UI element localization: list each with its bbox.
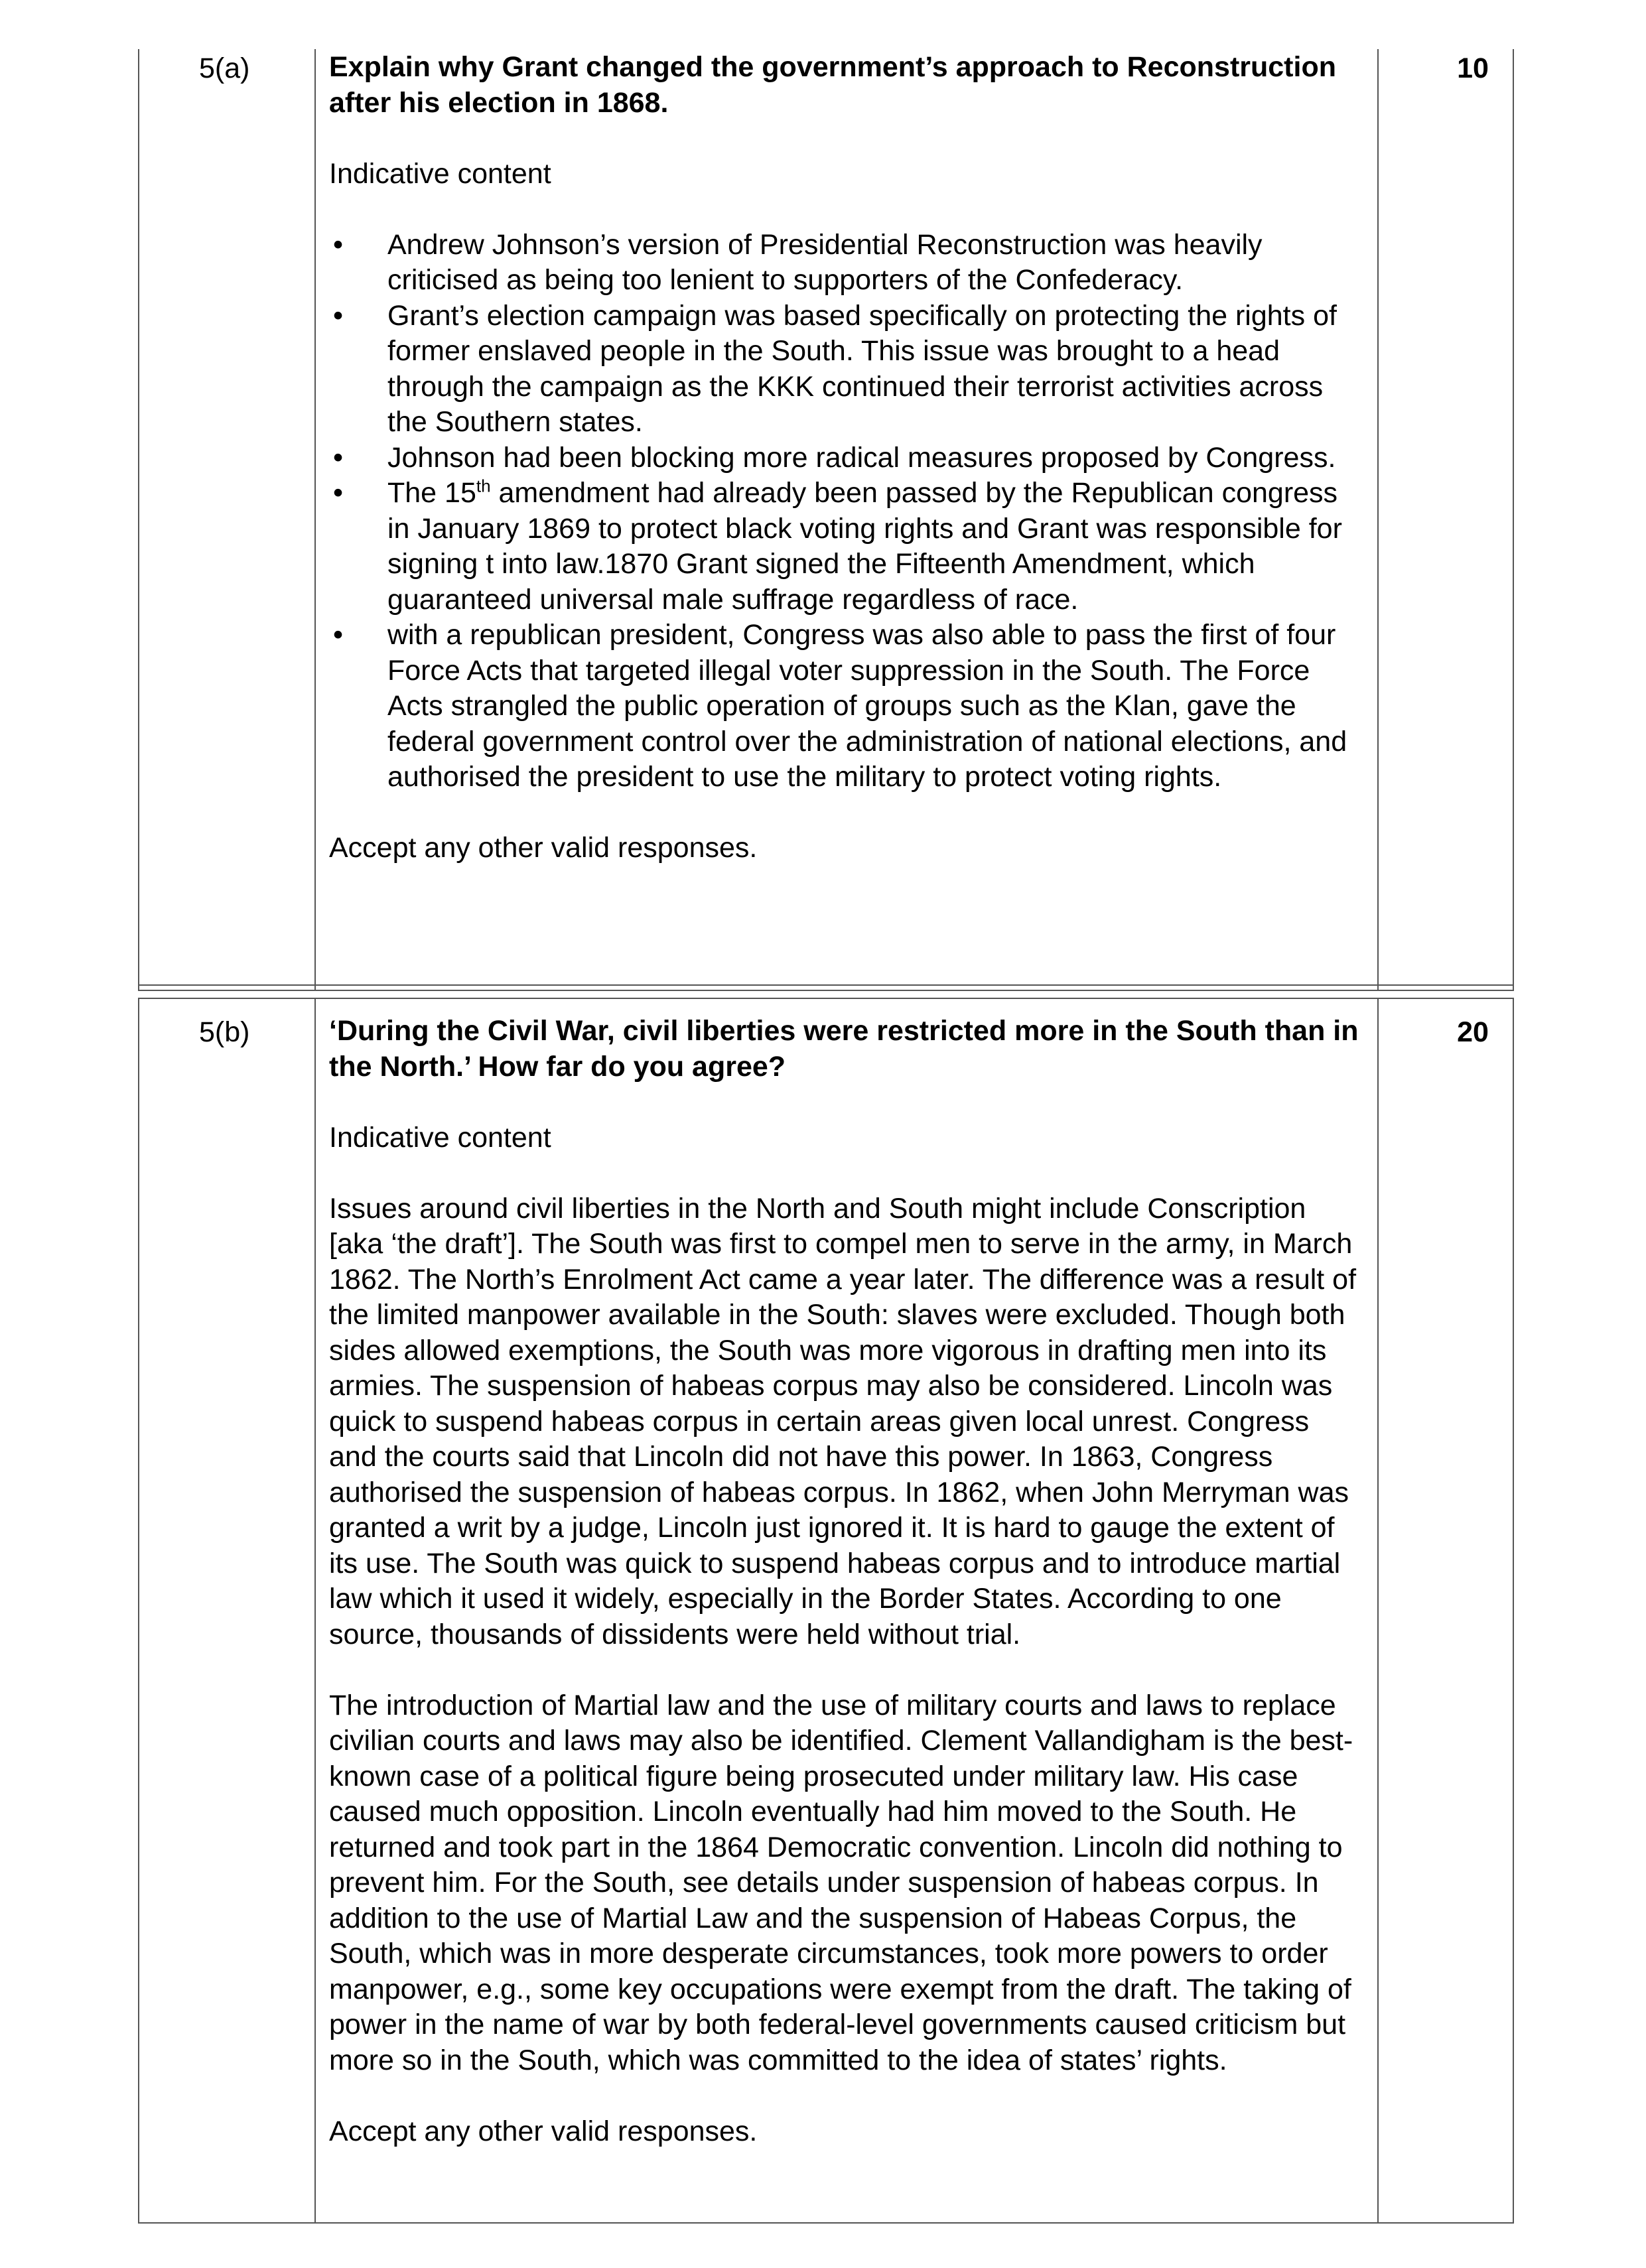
column-divider-number	[314, 49, 316, 990]
marks-5b: 20	[1457, 1016, 1489, 1048]
question-text-5a: Explain why Grant changed the government’s approach to Reconstruction after his election in 1868.	[329, 51, 1336, 119]
bullet-icon: •	[333, 299, 344, 332]
list-item: • Johnson had been blocking more radical measures proposed by Congress.	[329, 440, 1364, 476]
list-item: • The 15th amendment had already been passed by the Republican congress in January 1869 to protect black voting rights and Grant was responsible for signing t into law.1870 Grant signed the Fifteenth Amendment, which guaranteed universal male suffrage regardless of race.	[333, 476, 1342, 616]
closing-note-5a: Accept any other valid responses.	[329, 832, 758, 864]
bullet-icon: •	[333, 477, 344, 509]
indicative-heading-5a: Indicative content	[329, 157, 551, 190]
question-text-5b: ‘During the Civil War, civil liberties were restricted more in the South than in the North.’ How far do you agree?	[329, 1015, 1359, 1083]
question-number-5b: 5(b)	[199, 1016, 250, 1048]
paragraph-conscription-habeas: Issues around civil liberties in the North and South might include Conscription [aka ‘the draft’]. The South was first to compel men to serve in the army, in March 1862. The North’s Enrolment Act came a year later. The difference was a result of the limited manpower available in the South: slaves were excluded. Though both sides allowed exemptions, the South was more vigorous in drafting men into its armies. The suspension of habeas corpus may also be considered. Lincoln was quick to suspend habeas corpus in certain areas given local unrest. Congress and the courts said that Lincoln did not have this power. In 1863, Congress authorised the suspension of habeas corpus. In 1862, when John Merryman was granted a writ by a judge, Lincoln just ignored it. It is hard to gauge the extent of its use. The South was quick to suspend habeas corpus and to introduce martial law which it used it widely, especially in the Border States. According to one source, thousands of dissidents were held without trial.	[329, 1192, 1357, 1650]
column-divider-marks	[1377, 999, 1379, 2222]
closing-note-5b: Accept any other valid responses.	[329, 2115, 758, 2147]
bullet-list-5a	[329, 228, 1364, 795]
bullet-icon: •	[333, 619, 344, 651]
list-item: • with a republican president, Congress was also able to pass the first of four Force Acts that targeted illegal voter suppression in the South. The Force Acts strangled the public operation of groups such as the Klan, gave the federal government control over the administration of national elections, and authorised the president to use the military to protect voting rights.	[333, 619, 1347, 793]
list-item: • Andrew Johnson’s version of Presidential Reconstruction was heavily criticised as being too lenient to supporters of the Confederacy.	[333, 228, 1263, 296]
bullet-icon: •	[333, 228, 344, 261]
column-divider-number	[314, 999, 316, 2222]
question-number-5a: 5(a)	[199, 52, 250, 84]
column-divider-marks	[1377, 49, 1379, 990]
paragraph-martial-law: The introduction of Martial law and the use of military courts and laws to replace civilian courts and laws may also be identified. Clement Vallandigham is the best-known case of a political figure being prosecuted under military law. His case caused much opposition. Lincoln eventually had him moved to the South. He returned and took part in the 1864 Democratic convention. Lincoln did nothing to prevent him. For the South, see details under suspension of habeas corpus. In addition to the use of Martial Law and the suspension of Habeas Corpus, the South, which was in more desperate circumstances, took more powers to order manpower, e.g., some key occupations were exempt from the draft. The taking of power in the name of war by both federal-level governments caused criticism but more so in the South, which was committed to the idea of states’ rights.	[329, 1689, 1353, 2076]
list-item: • Grant’s election campaign was based specifically on protecting the rights of former enslaved people in the South. This issue was brought to a head through the campaign as the KKK continued their terrorist activities across the Southern states.	[333, 299, 1337, 438]
row-separator-top	[138, 984, 1514, 986]
answer-content-5b	[329, 1014, 1364, 2149]
bullet-icon: •	[333, 441, 344, 474]
marks-5a: 10	[1457, 52, 1489, 84]
indicative-heading-5b: Indicative content	[329, 1121, 551, 1154]
answer-content-5a	[329, 50, 1364, 866]
